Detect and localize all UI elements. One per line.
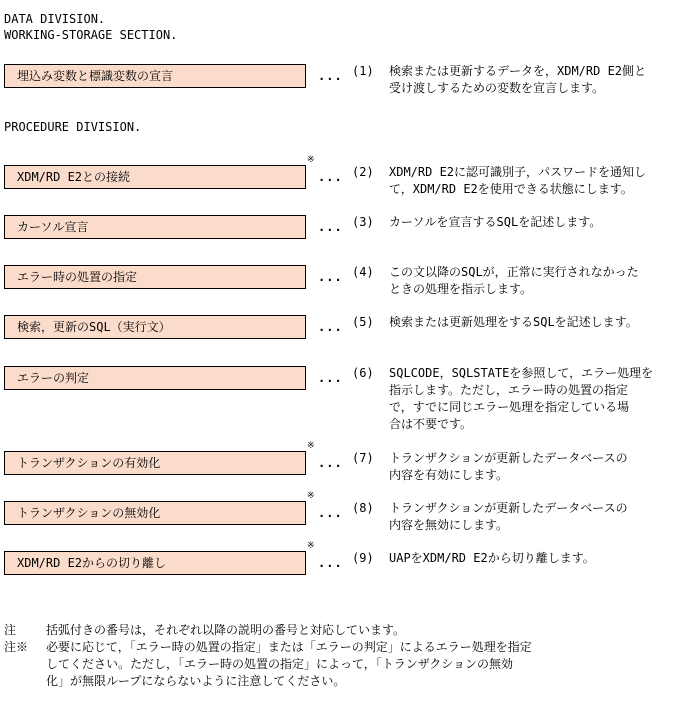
step-box-error-check: エラーの判定 xyxy=(4,366,306,390)
step-description xyxy=(389,214,685,231)
step-box-error-handling: エラー時の処置の指定 xyxy=(4,265,306,289)
leader-dots: ... xyxy=(318,371,343,385)
step-description xyxy=(389,365,685,433)
step-number: (8) xyxy=(352,501,374,515)
step-number: (7) xyxy=(352,451,374,465)
note-text xyxy=(46,622,646,639)
note-line: 化」が無限ループにならないように注意してください。 xyxy=(46,674,346,688)
step-box-disconnect: XDM/RD E2からの切り離し xyxy=(4,551,306,575)
leader-dots: ... xyxy=(318,270,343,284)
desc-line: 内容を有効にします。 xyxy=(389,468,509,482)
leader-dots: ... xyxy=(318,320,343,334)
step-box-connect: XDM/RD E2との接続 xyxy=(4,165,306,189)
note-line: 括弧付きの番号は，それぞれ以降の説明の番号と対応しています。 xyxy=(46,623,406,637)
step-number: (9) xyxy=(352,551,374,565)
desc-line: 検索または更新するデータを，XDM/RD E2側と xyxy=(389,64,647,78)
note-line: 必要に応じて，「エラー時の処置の指定」または「エラーの判定」によるエラー処理を指定 xyxy=(46,640,532,654)
step-number: (2) xyxy=(352,165,374,179)
footnote-mark: ※ xyxy=(307,155,315,165)
leader-dots: ... xyxy=(318,69,343,83)
desc-line: トランザクションが更新したデータベースの xyxy=(389,451,628,465)
step-description xyxy=(389,500,685,534)
data-division-line: DATA DIVISION. xyxy=(4,12,106,26)
footnote-label: 注※ xyxy=(4,640,29,654)
leader-dots: ... xyxy=(318,556,343,570)
desc-line: て，XDM/RD E2を使用できる状態にします。 xyxy=(389,182,633,196)
desc-line: 内容を無効にします。 xyxy=(389,518,509,532)
step-description xyxy=(389,164,685,198)
footnote-mark: ※ xyxy=(307,541,315,551)
desc-line: 検索または更新処理をするSQLを記述します。 xyxy=(389,315,638,329)
step-description xyxy=(389,550,685,567)
desc-line: トランザクションが更新したデータベースの xyxy=(389,501,628,515)
desc-line: SQLCODE，SQLSTATEを参照して，エラー処理を xyxy=(389,366,654,380)
leader-dots: ... xyxy=(318,220,343,234)
step-box-rollback: トランザクションの無効化 xyxy=(4,501,306,525)
leader-dots: ... xyxy=(318,456,343,470)
step-number: (3) xyxy=(352,215,374,229)
note-line: してください。ただし，「エラー時の処置の指定」によって，「トランザクションの無効 xyxy=(46,657,514,671)
footnote-text xyxy=(46,639,646,690)
step-box-execute-sql: 検索，更新のSQL（実行文） xyxy=(4,315,306,339)
desc-line: カーソルを宣言するSQLを記述します。 xyxy=(389,215,602,229)
desc-line: XDM/RD E2に認可識別子，パスワードを通知し xyxy=(389,165,647,179)
leader-dots: ... xyxy=(318,170,343,184)
desc-line: この文以降のSQLが，正常に実行されなかった xyxy=(389,265,639,279)
step-box-commit: トランザクションの有効化 xyxy=(4,451,306,475)
desc-line: UAPをXDM/RD E2から切り離します。 xyxy=(389,551,595,565)
step-box-declare-variables: 埋込み変数と標識変数の宣言 xyxy=(4,64,306,88)
footnote-mark: ※ xyxy=(307,441,315,451)
leader-dots: ... xyxy=(318,506,343,520)
note-label: 注 xyxy=(4,623,17,637)
step-number: (1) xyxy=(352,64,374,78)
step-number: (4) xyxy=(352,265,374,279)
step-number: (6) xyxy=(352,366,374,380)
step-description xyxy=(389,63,685,97)
step-box-declare-cursor: カーソル宣言 xyxy=(4,215,306,239)
step-description xyxy=(389,450,685,484)
desc-line: 受け渡しするための変数を宣言します。 xyxy=(389,81,605,95)
desc-line: 合は不要です。 xyxy=(389,417,473,431)
step-description xyxy=(389,314,685,331)
procedure-division-line: PROCEDURE DIVISION. xyxy=(4,120,142,134)
desc-line: で，すでに同じエラー処理を指定している場 xyxy=(389,400,630,414)
desc-line: ときの処理を指示します。 xyxy=(389,282,533,296)
step-number: (5) xyxy=(352,315,374,329)
step-description xyxy=(389,264,685,298)
footnote-mark: ※ xyxy=(307,491,315,501)
desc-line: 指示します。ただし，エラー時の処置の指定 xyxy=(389,383,629,397)
working-storage-line: WORKING-STORAGE SECTION. xyxy=(4,28,178,42)
